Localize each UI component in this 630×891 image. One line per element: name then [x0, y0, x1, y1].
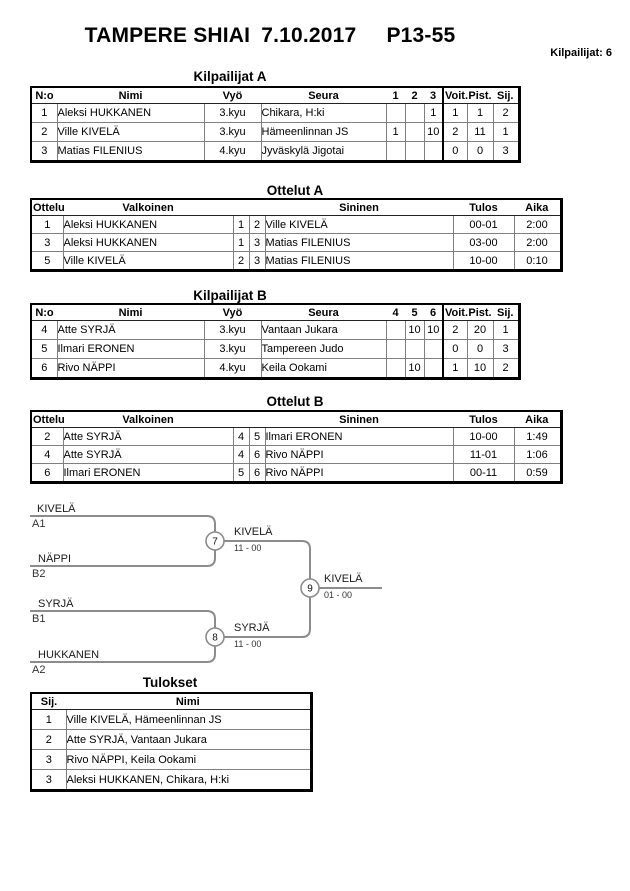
cell-place: 1 [493, 123, 519, 142]
cell-no: 5 [31, 340, 57, 359]
cell-result: 11-01 [453, 446, 514, 464]
bracket-entry-seed: A1 [32, 518, 46, 530]
table-row [31, 340, 519, 359]
results-heading: Tulokset [142, 675, 198, 690]
cell-m3 [424, 142, 443, 162]
semifinal-2-winner: SYRJÄ [234, 622, 270, 634]
cell-name: Ville KIVELÄ [57, 123, 204, 142]
col-time: Aika [514, 411, 561, 428]
cell-m2 [405, 104, 424, 123]
cell-white-no: 1 [233, 216, 249, 234]
col-club: Seura [261, 304, 386, 321]
cell-points: 1 [467, 104, 493, 123]
cell-time: 0:59 [514, 464, 561, 483]
cell-m3: 10 [424, 321, 443, 340]
cell-white: Ilmari ERONEN [63, 464, 233, 483]
cell-points: 10 [467, 359, 493, 379]
cell-blue: Rivo NÄPPI [265, 464, 453, 483]
pool-a-header-row [31, 87, 519, 104]
cell-name: Atte SYRJÄ [57, 321, 204, 340]
pool-b-table [30, 303, 521, 380]
cell-club: Hämeenlinnan JS [261, 123, 386, 142]
cell-blue-no: 6 [249, 464, 265, 483]
semifinal-1-score: 11 - 00 [234, 543, 262, 553]
col-white: Valkoinen [63, 411, 233, 428]
bracket-entry-seed: A2 [32, 664, 46, 676]
cell-club: Jyväskylä Jigotai [261, 142, 386, 162]
page-title [0, 24, 540, 48]
table-row [31, 123, 519, 142]
cell-match-no: 3 [31, 234, 63, 252]
matches-a-table [30, 198, 563, 272]
cell-wins: 0 [443, 142, 467, 162]
col-blue: Sininen [265, 199, 453, 216]
cell-blue-no: 5 [249, 428, 265, 446]
col-no: N:o [31, 304, 57, 321]
cell-name: Aleksi HUKKANEN, Chikara, H:ki [66, 770, 311, 791]
cell-name: Rivo NÄPPI [57, 359, 204, 379]
col-match-no: Ottelu [31, 199, 63, 216]
cell-belt: 4.kyu [204, 359, 261, 379]
cell-blue-no: 2 [249, 216, 265, 234]
col-belt: Vyö [204, 87, 261, 104]
cell-match-no: 1 [31, 216, 63, 234]
cell-time: 1:06 [514, 446, 561, 464]
cell-wins: 1 [443, 104, 467, 123]
cell-points: 0 [467, 142, 493, 162]
cell-m1 [386, 104, 405, 123]
cell-m2: 10 [405, 321, 424, 340]
cell-no: 2 [31, 123, 57, 142]
cell-points: 20 [467, 321, 493, 340]
cell-m3 [424, 340, 443, 359]
cell-place: 3 [493, 142, 519, 162]
cell-wins: 0 [443, 340, 467, 359]
cell-match-no: 4 [31, 446, 63, 464]
col-wins: Voit. [443, 87, 467, 104]
cell-wins: 2 [443, 123, 467, 142]
cell-blue: Ilmari ERONEN [265, 428, 453, 446]
cell-match-no: 5 [31, 252, 63, 271]
col-blue: Sininen [265, 411, 453, 428]
col-m3: 6 [424, 304, 443, 321]
cell-m1 [386, 142, 405, 162]
bracket-entry-name: HUKKANEN [38, 649, 100, 661]
cell-white: Ville KIVELÄ [63, 252, 233, 271]
cell-place: 2 [493, 104, 519, 123]
cell-club: Vantaan Jukara [261, 321, 386, 340]
col-m2: 5 [405, 304, 424, 321]
matches-a-header-row [31, 199, 561, 216]
results-table [30, 692, 313, 792]
cell-name: Matias FILENIUS [57, 142, 204, 162]
table-row [31, 104, 519, 123]
col-place: Sij. [493, 304, 519, 321]
col-blue-no [249, 411, 265, 428]
table-row [31, 464, 561, 483]
cell-time: 0:10 [514, 252, 561, 271]
results-header-row [31, 693, 311, 710]
match-9-number: 9 [307, 583, 313, 595]
cell-white-no: 1 [233, 234, 249, 252]
col-white-no [233, 411, 249, 428]
cell-blue: Rivo NÄPPI [265, 446, 453, 464]
col-time: Aika [514, 199, 561, 216]
bracket-entry-name: NÄPPI [38, 553, 72, 565]
cell-belt: 3.kyu [204, 340, 261, 359]
col-result: Tulos [453, 199, 514, 216]
cell-name: Atte SYRJÄ, Vantaan Jukara [66, 730, 311, 750]
cell-m2 [405, 142, 424, 162]
matches-b-heading: Ottelut B [266, 394, 324, 409]
cell-blue: Matias FILENIUS [265, 252, 453, 271]
table-row [31, 252, 561, 271]
bracket-entry-name: KIVELÄ [37, 503, 76, 515]
bracket-entry-name: SYRJÄ [38, 598, 74, 610]
match-7-number: 7 [212, 536, 218, 548]
col-m1: 4 [386, 304, 405, 321]
col-no: N:o [31, 87, 57, 104]
cell-name: Aleksi HUKKANEN [57, 104, 204, 123]
cell-belt: 4.kyu [204, 142, 261, 162]
cell-white: Aleksi HUKKANEN [63, 216, 233, 234]
table-row [31, 359, 519, 379]
table-row [31, 750, 311, 770]
cell-white: Aleksi HUKKANEN [63, 234, 233, 252]
cell-name: Ville KIVELÄ, Hämeenlinnan JS [66, 710, 311, 730]
title-event: TAMPERE SHIAI [84, 24, 251, 47]
col-name: Nimi [57, 304, 204, 321]
cell-m1: 1 [386, 123, 405, 142]
table-row [31, 216, 561, 234]
cell-club: Tampereen Judo [261, 340, 386, 359]
cell-blue-no: 3 [249, 234, 265, 252]
cell-white-no: 4 [233, 446, 249, 464]
pool-a-table [30, 86, 521, 163]
cell-blue: Matias FILENIUS [265, 234, 453, 252]
matches-b-header-row [31, 411, 561, 428]
cell-name: Ilmari ERONEN [57, 340, 204, 359]
cell-belt: 3.kyu [204, 123, 261, 142]
cell-m3: 10 [424, 123, 443, 142]
pool-b-header-row [31, 304, 519, 321]
table-row [31, 446, 561, 464]
cell-belt: 3.kyu [204, 321, 261, 340]
final-score: 01 - 00 [324, 590, 353, 600]
col-m3: 3 [424, 87, 443, 104]
cell-place: 2 [493, 359, 519, 379]
table-row [31, 142, 519, 162]
cell-white: Atte SYRJÄ [63, 428, 233, 446]
cell-white: Atte SYRJÄ [63, 446, 233, 464]
cell-m2: 10 [405, 359, 424, 379]
cell-place: 3 [493, 340, 519, 359]
cell-m1 [386, 321, 405, 340]
pool-b-heading: Kilpailijat B [193, 288, 267, 303]
col-result: Tulos [453, 411, 514, 428]
bracket-entry-seed: B2 [32, 568, 46, 580]
cell-time: 1:49 [514, 428, 561, 446]
cell-no: 3 [31, 142, 57, 162]
final-winner: KIVELÄ [324, 573, 363, 585]
cell-place: 2 [31, 730, 66, 750]
cell-points: 0 [467, 340, 493, 359]
cell-m3: 1 [424, 104, 443, 123]
cell-club: Keila Ookami [261, 359, 386, 379]
title-date: 7.10.2017 [261, 24, 357, 47]
cell-result: 03-00 [453, 234, 514, 252]
semifinal-2-score: 11 - 00 [234, 639, 262, 649]
cell-place: 1 [493, 321, 519, 340]
col-match-no: Ottelu [31, 411, 63, 428]
cell-white-no: 4 [233, 428, 249, 446]
matches-a-heading: Ottelut A [266, 183, 324, 198]
col-wins: Voit. [443, 304, 467, 321]
cell-wins: 2 [443, 321, 467, 340]
cell-place: 3 [31, 770, 66, 791]
table-row [31, 770, 311, 791]
cell-m2 [405, 340, 424, 359]
table-row [31, 234, 561, 252]
cell-place: 3 [31, 750, 66, 770]
cell-result: 10-00 [453, 428, 514, 446]
col-m1: 1 [386, 87, 405, 104]
matches-b-table [30, 410, 563, 484]
title-category: P13-55 [386, 24, 456, 47]
cell-place: 1 [31, 710, 66, 730]
cell-result: 00-11 [453, 464, 514, 483]
cell-points: 11 [467, 123, 493, 142]
cell-result: 10-00 [453, 252, 514, 271]
cell-club: Chikara, H:ki [261, 104, 386, 123]
cell-blue: Ville KIVELÄ [265, 216, 453, 234]
cell-m1 [386, 359, 405, 379]
col-blue-no [249, 199, 265, 216]
col-white-no [233, 199, 249, 216]
semifinal-1-winner: KIVELÄ [234, 526, 273, 538]
cell-name: Rivo NÄPPI, Keila Ookami [66, 750, 311, 770]
cell-white-no: 5 [233, 464, 249, 483]
col-points: Pist. [467, 87, 493, 104]
match-8-number: 8 [212, 632, 218, 644]
col-place: Sij. [493, 87, 519, 104]
cell-no: 4 [31, 321, 57, 340]
cell-m1 [386, 340, 405, 359]
col-m2: 2 [405, 87, 424, 104]
participants-count: Kilpailijat: 6 [550, 47, 612, 59]
bracket-entry-seed: B1 [32, 613, 46, 625]
cell-time: 2:00 [514, 216, 561, 234]
table-row [31, 428, 561, 446]
col-points: Pist. [467, 304, 493, 321]
col-place: Sij. [31, 693, 66, 710]
cell-match-no: 2 [31, 428, 63, 446]
cell-belt: 3.kyu [204, 104, 261, 123]
cell-blue-no: 3 [249, 252, 265, 271]
col-name: Nimi [57, 87, 204, 104]
col-belt: Vyö [204, 304, 261, 321]
cell-wins: 1 [443, 359, 467, 379]
cell-m3 [424, 359, 443, 379]
col-white: Valkoinen [63, 199, 233, 216]
col-club: Seura [261, 87, 386, 104]
cell-match-no: 6 [31, 464, 63, 483]
table-row [31, 710, 311, 730]
cell-m2 [405, 123, 424, 142]
cell-no: 1 [31, 104, 57, 123]
cell-time: 2:00 [514, 234, 561, 252]
table-row [31, 730, 311, 750]
cell-no: 6 [31, 359, 57, 379]
cell-result: 00-01 [453, 216, 514, 234]
cell-blue-no: 6 [249, 446, 265, 464]
cell-white-no: 2 [233, 252, 249, 271]
col-name: Nimi [66, 693, 311, 710]
final-bracket [28, 498, 428, 678]
table-row [31, 321, 519, 340]
pool-a-heading: Kilpailijat A [193, 69, 267, 84]
